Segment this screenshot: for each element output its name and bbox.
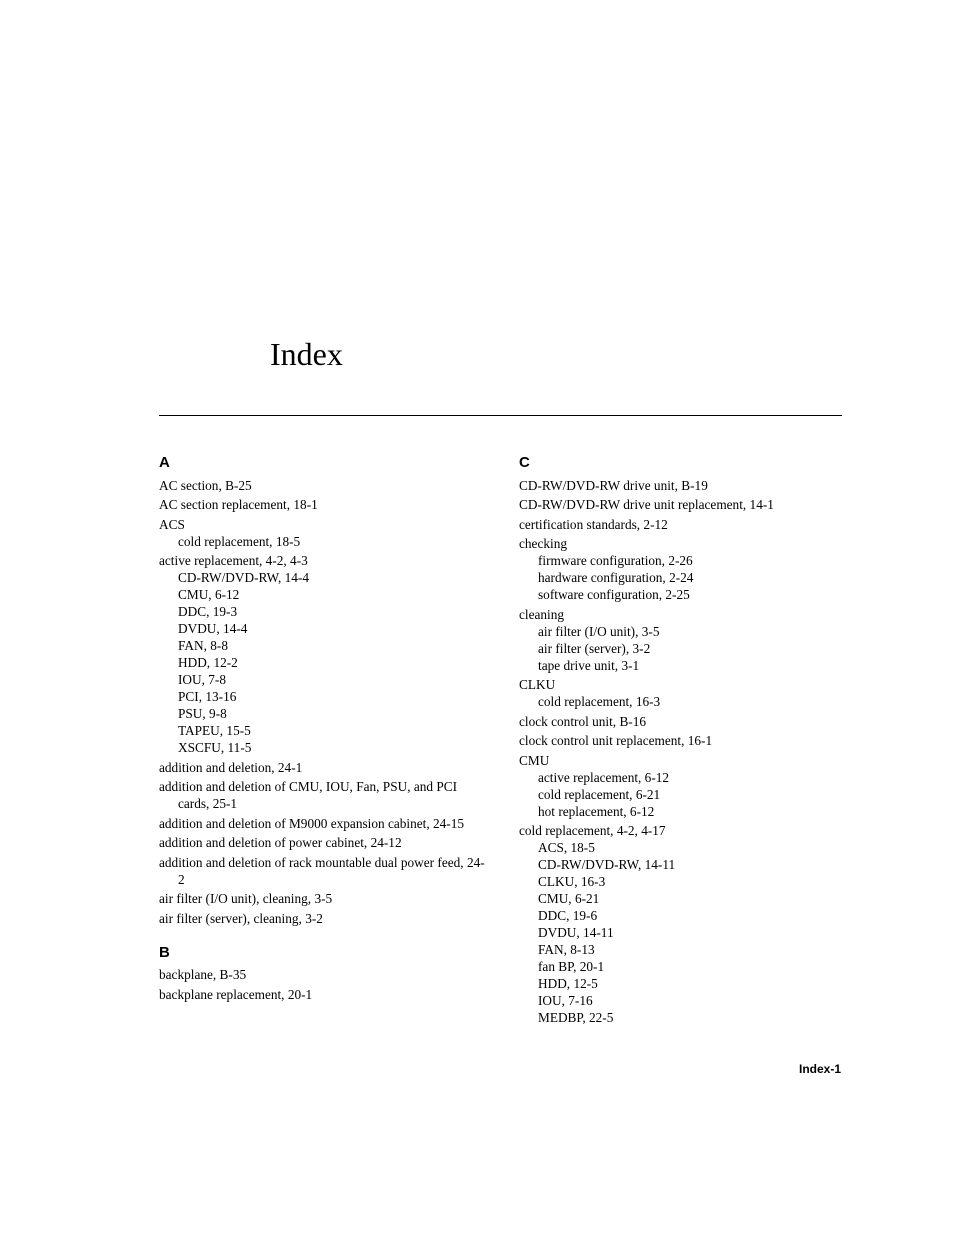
index-subentry: CLKU, 16-3 xyxy=(538,874,606,889)
section-letter-a: A xyxy=(159,454,170,471)
index-subentry: XSCFU, 11-5 xyxy=(178,740,252,755)
index-entry: cleaning xyxy=(519,606,565,622)
index-column-left xyxy=(159,452,489,1003)
index-entry: addition and deletion of CMU, IOU, Fan, PSU, and PCI cards, 25-1 xyxy=(159,779,458,811)
index-entry: addition and deletion, 24-1 xyxy=(159,759,303,775)
index-entry: backplane, B-35 xyxy=(159,967,247,982)
title-rule xyxy=(159,415,842,416)
index-entry: CD-RW/DVD-RW drive unit, B-19 xyxy=(519,477,708,493)
page-number: Index-1 xyxy=(798,1062,841,1076)
index-subentry: air filter (server), 3-2 xyxy=(538,640,651,656)
index-subentry: IOU, 7-16 xyxy=(538,993,593,1008)
section-letter-b: B xyxy=(159,943,170,961)
index-entry: clock control unit, B-16 xyxy=(519,713,647,729)
index-entry: active replacement, 4-2, 4-3 xyxy=(159,553,308,568)
index-subentry: DDC, 19-3 xyxy=(178,604,238,619)
index-entry: AC section replacement, 18-1 xyxy=(159,497,318,512)
index-subentry: DDC, 19-6 xyxy=(538,908,598,923)
index-subentry: cold replacement, 18-5 xyxy=(178,533,301,549)
index-entry: AC section, B-25 xyxy=(159,477,252,493)
index-subentry: air filter (I/O unit), 3-5 xyxy=(538,623,660,639)
index-entry: air filter (server), cleaning, 3-2 xyxy=(159,910,323,926)
index-subentry: fan BP, 20-1 xyxy=(538,959,605,974)
index-subentry: cold replacement, 16-3 xyxy=(538,694,661,709)
index-subentry: ACS, 18-5 xyxy=(538,840,595,855)
index-subentry: CD-RW/DVD-RW, 14-11 xyxy=(538,857,676,872)
index-entry: checking xyxy=(519,536,567,551)
index-subentry: TAPEU, 15-5 xyxy=(178,723,251,738)
index-subentry: DVDU, 14-4 xyxy=(178,621,248,636)
index-subentry: FAN, 8-8 xyxy=(178,638,228,653)
index-entry: CD-RW/DVD-RW drive unit replacement, 14-1 xyxy=(519,497,774,512)
index-subentry: FAN, 8-13 xyxy=(538,942,595,957)
index-subentry: tape drive unit, 3-1 xyxy=(538,657,640,673)
index-entry: addition and deletion of M9000 expansion cabinet, 24-15 xyxy=(159,815,465,831)
index-subentry: CMU, 6-12 xyxy=(178,587,240,602)
index-entry: clock control unit replacement, 16-1 xyxy=(519,733,713,748)
index-entry: addition and deletion of rack mountable dual power feed, 24-2 xyxy=(159,854,485,887)
index-entry: backplane replacement, 20-1 xyxy=(159,986,313,1002)
index-subentry: MEDBP, 22-5 xyxy=(538,1010,614,1025)
index-subentry: software configuration, 2-25 xyxy=(538,587,690,602)
index-entry: addition and deletion of power cabinet, 24-12 xyxy=(159,835,402,850)
index-entry: CMU xyxy=(519,752,550,768)
index-subentry: DVDU, 14-11 xyxy=(538,925,614,940)
page-title: Index xyxy=(270,336,343,372)
index-entry: ACS xyxy=(159,516,185,532)
index-subentry: CMU, 6-21 xyxy=(538,891,600,906)
index-subentry: IOU, 7-8 xyxy=(178,672,227,687)
index-subentry: PCI, 13-16 xyxy=(178,689,237,704)
index-subentry: active replacement, 6-12 xyxy=(538,769,670,785)
index-subentry: HDD, 12-5 xyxy=(538,976,598,991)
index-subentry: hot replacement, 6-12 xyxy=(538,803,655,819)
section-letter-c: C xyxy=(519,454,530,471)
index-subentry: firmware configuration, 2-26 xyxy=(538,553,693,568)
index-entry: CLKU xyxy=(519,677,556,692)
index-column-right xyxy=(519,452,849,1026)
index-entry: certification standards, 2-12 xyxy=(519,516,668,532)
index-subentry: CD-RW/DVD-RW, 14-4 xyxy=(178,570,310,585)
index-entry: cold replacement, 4-2, 4-17 xyxy=(519,823,666,838)
index-subentry: PSU, 9-8 xyxy=(178,706,227,721)
index-subentry: cold replacement, 6-21 xyxy=(538,786,661,802)
index-subentry: HDD, 12-2 xyxy=(178,655,238,670)
index-subentry: hardware configuration, 2-24 xyxy=(538,570,694,585)
index-entry: air filter (I/O unit), cleaning, 3-5 xyxy=(159,891,333,906)
